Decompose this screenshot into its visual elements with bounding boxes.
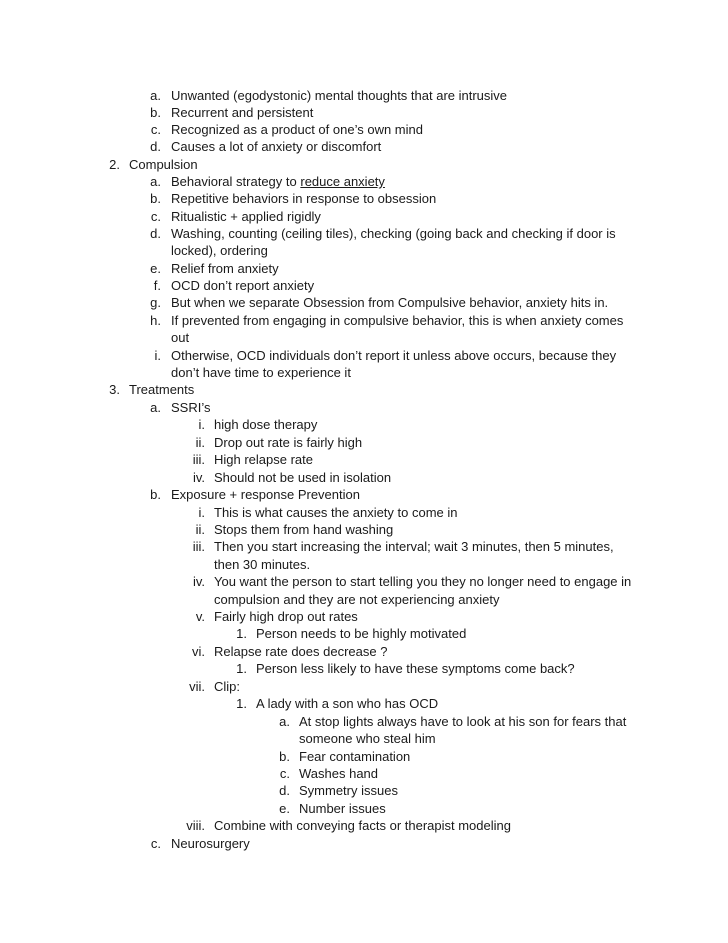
erp-item-vi: Relapse rate does decrease ? [214,644,388,659]
clip-detail-c: Washes hand [299,766,379,781]
obsession-item-c: Recognized as a product of one’s own mind [171,122,423,137]
list-marker: 1. [236,696,247,711]
ssri-item-ii: Drop out rate is fairly high [214,435,363,450]
list-marker: a. [150,88,161,103]
compulsion-item-d-line1: Washing, counting (ceiling tiles), checking (going back and checking if door is [171,226,616,241]
list-marker: i. [198,417,205,432]
list-marker: c. [150,122,161,137]
compulsion-item-e: Relief from anxiety [171,261,279,276]
list-marker: ii. [195,522,205,537]
list-marker: v. [195,609,205,624]
erp-item-viii: Combine with conveying facts or therapist modeling [214,818,511,833]
list-marker: vi. [192,644,205,659]
erp-heading: Exposure + response Prevention [171,487,360,502]
ssri-item-iii: High relapse rate [214,452,313,467]
obsession-item-d: Causes a lot of anxiety or discomfort [171,139,382,154]
erp-item-v-sub-1: Person needs to be highly motivated [256,626,467,641]
list-marker: 1. [236,661,247,676]
clip-detail-e: Number issues [299,801,386,816]
list-marker: a. [150,400,161,415]
list-marker: iii. [192,452,205,467]
compulsion-item-i-line1: Otherwise, OCD individuals don’t report it unless above occurs, because they [171,348,617,363]
list-marker: h. [150,313,161,328]
erp-item-iii-line2: then 30 minutes. [214,557,311,572]
list-marker: c. [150,836,161,851]
ssri-item-iv: Should not be used in isolation [214,470,392,485]
list-marker: d. [150,226,161,241]
compulsion-heading: Compulsion [129,157,198,172]
compulsion-item-i-line2: don’t have time to experience it [171,365,351,380]
compulsion-item-d-line2: locked), ordering [171,243,268,258]
list-marker: i. [154,348,161,363]
list-marker: i. [198,505,205,520]
erp-item-vii-sub-1: A lady with a son who has OCD [256,696,439,711]
list-marker: b. [150,191,161,206]
obsession-item-b: Recurrent and persistent [171,105,314,120]
list-marker: iii. [192,539,205,554]
erp-item-iv-line2: compulsion and they are not experiencing anxiety [214,592,500,607]
list-marker: 2. [109,157,120,172]
compulsion-item-g: But when we separate Obsession from Compulsive behavior, anxiety hits in. [171,295,609,310]
compulsion-item-f: OCD don’t report anxiety [171,278,315,293]
underlined-text: reduce anxiety [300,174,385,189]
list-marker: b. [150,105,161,120]
list-marker: c. [150,209,161,224]
erp-item-i: This is what causes the anxiety to come in [214,505,458,520]
treatments-heading: Treatments [129,382,195,397]
compulsion-item-c: Ritualistic + applied rigidly [171,209,321,224]
list-marker: ii. [195,435,205,450]
erp-item-ii: Stops them from hand washing [214,522,394,537]
list-marker: vii. [189,679,205,694]
list-marker: a. [150,174,161,189]
list-marker: 1. [236,626,247,641]
erp-item-v: Fairly high drop out rates [214,609,358,624]
ssri-item-i: high dose therapy [214,417,318,432]
clip-detail-a-line2: someone who steal him [299,731,436,746]
clip-detail-d: Symmetry issues [299,783,398,798]
ssri-heading: SSRI’s [171,400,211,415]
list-marker: 3. [109,382,120,397]
list-marker: b. [279,749,290,764]
erp-item-vii: Clip: [214,679,241,694]
erp-item-vi-sub-1: Person less likely to have these symptoms come back? [256,661,575,676]
neurosurgery-heading: Neurosurgery [171,836,250,851]
list-marker: iv. [192,470,205,485]
compulsion-item-a: Behavioral strategy to reduce anxiety [171,174,385,189]
compulsion-item-h-line2: out [171,330,190,345]
clip-detail-b: Fear contamination [299,749,411,764]
list-marker: d. [150,139,161,154]
list-marker: d. [279,783,290,798]
clip-detail-a-line1: At stop lights always have to look at his son for fears that [299,714,627,729]
list-marker: iv. [192,574,205,589]
compulsion-item-h-line1: If prevented from engaging in compulsive behavior, this is when anxiety comes [171,313,624,328]
compulsion-item-b: Repetitive behaviors in response to obsession [171,191,437,206]
list-marker: c. [279,766,290,781]
erp-item-iii-line1: Then you start increasing the interval; wait 3 minutes, then 5 minutes, [214,539,614,554]
list-marker: g. [150,295,161,310]
list-marker: b. [150,487,161,502]
list-marker: a. [279,714,290,729]
erp-item-iv-line1: You want the person to start telling you they no longer need to engage in [214,574,632,589]
obsession-item-a: Unwanted (egodystonic) mental thoughts that are intrusive [171,88,508,103]
list-marker: e. [279,801,290,816]
list-marker: f. [153,278,161,293]
list-marker: viii. [186,818,205,833]
list-marker: e. [150,261,161,276]
